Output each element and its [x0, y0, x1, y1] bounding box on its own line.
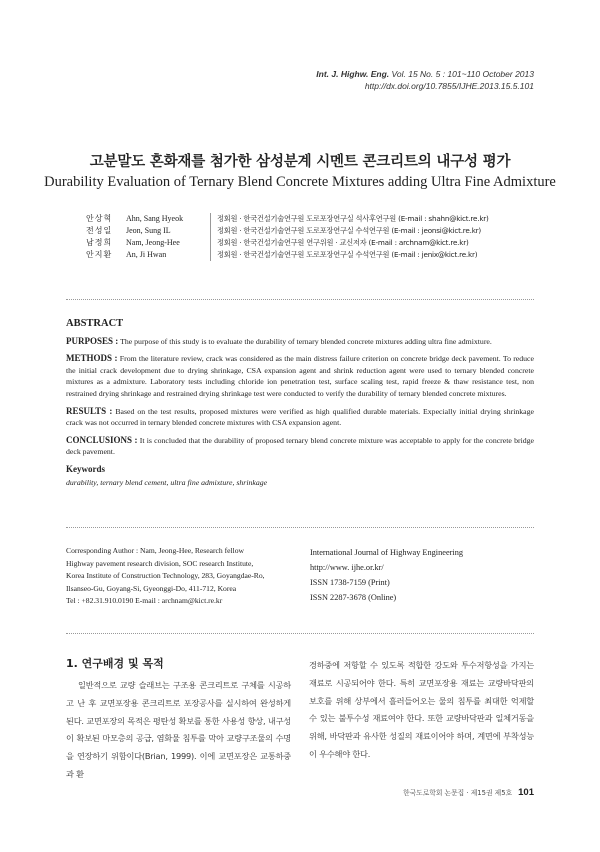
- pub-issn-print: ISSN 1738-7159 (Print): [310, 578, 390, 587]
- pub-issn-online: ISSN 2287-3678 (Online): [310, 593, 397, 602]
- methods-label: METHODS :: [66, 353, 118, 364]
- corr-line: Corresponding Author : Nam, Jeong-Hee, Research fellow: [66, 546, 244, 555]
- author-name-en: Nam, Jeong-Hee: [126, 238, 180, 247]
- corr-line: Highway pavement research division, SOC research Institute,: [66, 558, 254, 568]
- author-row: [86, 237, 489, 249]
- author-name-en: An, Ji Hwan: [126, 250, 167, 259]
- divider: [66, 527, 534, 528]
- corr-line: Ilsanseo-Gu, Goyang-Si, Gyeonggi-Do, 411-712, Korea: [66, 583, 237, 593]
- section-title: 1. 연구배경 및 목적: [66, 657, 164, 670]
- title-english: Durability Evaluation of Ternary Blend Concrete Mixtures adding Ultra Fine Admixture: [44, 174, 556, 190]
- keywords-heading: Keywords: [66, 463, 105, 474]
- journal-volume: Vol. 15 No. 5 : 101~110 October 2013: [389, 69, 534, 79]
- corr-line: Korea Institute of Construction Technology, 283, Goyangdae-Ro,: [66, 571, 265, 580]
- results-text: Based on the test results, proposed mixtures were verified as high qualified durable materials. Expecially initial drying shrinkage crack was not occurred in ternary blended concrete mixtures with CSA expansion agent.: [66, 406, 534, 428]
- purposes-label: PURPOSES :: [66, 335, 119, 346]
- results-label: RESULTS :: [66, 405, 113, 416]
- body-column-right: 경하중에 저항할 수 있도록 적합한 강도와 투수저항성을 가지는 재료로 시공되어야 한다. 특히 교면포장용 재료는 교량바닥판의 보호를 위해 상부에서 흘러들어오는 물의 침투를 최대한 억제할 수 있는 불투수성 재료여야 한다. 또한 교량바닥판과 일체거동을 위해, 바닥판과 유사한 성질의 재료이어야 하며, 계면에 부착성능이 우수해야 한다.: [309, 660, 534, 759]
- author-name-ko: 안상혁: [86, 214, 113, 223]
- pub-journal: International Journal of Highway Engineering: [310, 548, 463, 557]
- abstract-results: [66, 406, 534, 429]
- journal-citation: [316, 68, 534, 80]
- author-name-ko: 전성일: [86, 226, 113, 235]
- journal-info: [316, 68, 534, 92]
- purposes-text: The purpose of this study is to evaluate the durability of ternary blended concrete mixtures adding ultra fine admixture.: [118, 336, 492, 346]
- divider: [66, 633, 534, 634]
- divider: [66, 299, 534, 300]
- author-affiliation: 정회원 · 한국건설기술연구원 도로포장연구실 수석연구원 (E-mail : jeonsi@kict.re.kr): [210, 225, 481, 237]
- abstract-heading: ABSTRACT: [66, 318, 124, 329]
- author-name-ko: 남정희: [86, 238, 113, 247]
- author-name-en: Jeon, Sung IL: [126, 226, 171, 235]
- author-affiliation: 정회원 · 한국건설기술연구원 도로포장연구실 수석연구원 (E-mail : jenix@kict.re.kr): [210, 249, 477, 261]
- author-name-en: Ahn, Sang Hyeok: [126, 214, 184, 223]
- author-name-ko: 안지환: [86, 250, 113, 259]
- corresponding-author: [66, 545, 296, 608]
- page-footer: [403, 787, 534, 798]
- keywords-text: durability, ternary blend cement, ultra fine admixture, shrinkage: [66, 477, 268, 487]
- abstract-conclusions: [66, 435, 534, 458]
- methods-text: From the literature review, crack was considered as the main distress failure criterion on concrete bridge deck pavement. To reduce the initial crack development due to drying shrinkage, CSA expansion agent and shrink reduction agent were used to ternary blended concrete mixtures as a admixture. Laboratory tests including chloride ion penetration test, surface scaling test, rapid freeze & thaw resistance test, non restrained drying shrinkage and restrained drying shrinkage test were conducted to verify the durability of ternary blended concrete mixtures.: [66, 354, 534, 398]
- author-affiliation: 정회원 · 한국건설기술연구원 도로포장연구실 석사후연구원 (E-mail : shahn@kict.re.kr): [210, 213, 489, 225]
- page-number: 101: [518, 787, 534, 798]
- author-row: [86, 249, 489, 261]
- footer-journal: 한국도로학회 논문집 · 제15권 제5호: [403, 789, 513, 797]
- author-affiliation: 정회원 · 한국건설기술연구원 연구위원 · 교신저자 (E-mail : archnam@kict.re.kr): [210, 237, 469, 249]
- doi-link[interactable]: http://dx.doi.org/10.7855/IJHE.2013.15.5.101: [364, 81, 534, 91]
- pub-website[interactable]: http://www. ijhe.or.kr/: [310, 563, 384, 572]
- title-korean: 고분말도 혼화재를 첨가한 삼성분계 시멘트 콘크리트의 내구성 평가: [89, 154, 511, 170]
- abstract: [66, 318, 534, 488]
- conclusions-text: It is concluded that the durability of proposed ternary blend concrete mixture was acceptable to apply for the concrete bridge deck pavement.: [66, 435, 535, 457]
- author-list: [86, 213, 489, 261]
- corr-line: Tel : +82.31.910.0190 E-mail : archnam@kict.re.kr: [66, 596, 223, 605]
- author-row: [86, 213, 489, 225]
- publication-info: [310, 545, 463, 605]
- abstract-purposes: [66, 336, 534, 348]
- conclusions-label: CONCLUSIONS :: [66, 434, 138, 445]
- abstract-methods: [66, 353, 534, 399]
- body-column-left: 일반적으로 교량 슬래브는 구조용 콘크리트로 구체를 시공하고 난 후 교면포장용 콘크리트로 포장공사를 실시하여 완성하게 된다. 교면포장의 목적은 평탄성 확보를 통한 사용성 향상, 내구성이 확보된 마모층의 공급, 염화물 침투를 막아 교량구조물의 수명을 연장하기 위함이다(Brian, 1999). 이에 교면포장은 교통하중과 환: [66, 680, 291, 779]
- journal-name: Int. J. Highw. Eng.: [316, 69, 390, 79]
- author-row: [86, 225, 489, 237]
